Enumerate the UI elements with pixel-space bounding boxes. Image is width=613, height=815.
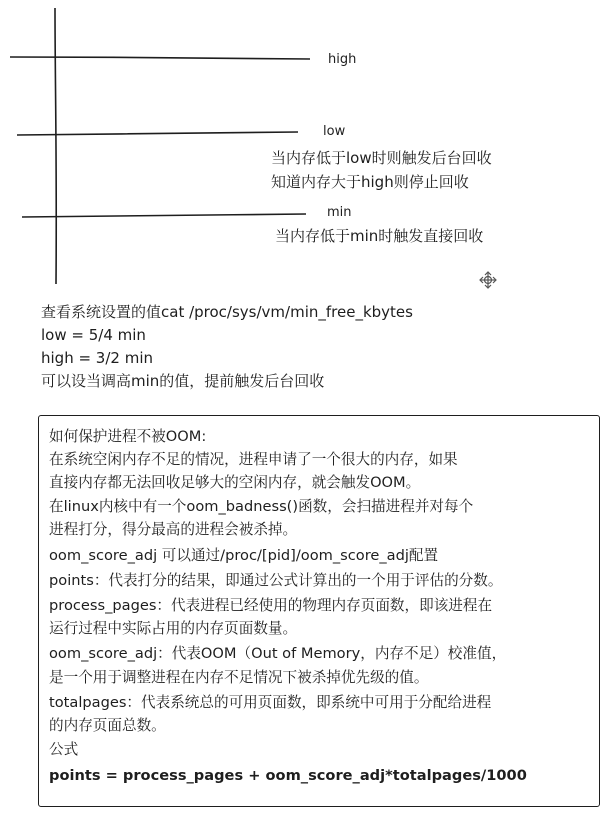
points-definition: points：代表打分的结果，即通过公式计算出的一个用于评估的分数。 — [49, 572, 503, 589]
oom-box-line: 在linux内核中有一个oom_badness()函数，会扫描进程并对每个 — [49, 498, 474, 515]
vertical-axis-line — [55, 8, 56, 284]
points-formula: points = process_pages + oom_score_adj*totalpages/1000 — [49, 767, 527, 784]
raise-min-note: 可以设当调高min的值，提前触发后台回收 — [41, 372, 325, 390]
low-threshold-line — [17, 132, 298, 135]
high-label: high — [328, 52, 357, 67]
oom-explanation-box — [38, 415, 600, 807]
formula-heading: 公式 — [49, 741, 79, 758]
oom-score-adj-config-line: oom_score_adj 可以通过/proc/[pid]/oom_score_adj配置 — [49, 547, 439, 564]
move-cursor-icon[interactable] — [478, 270, 498, 290]
low-description-line-2: 知道内存大于high则停止回收 — [271, 173, 469, 191]
min-label: min — [327, 205, 352, 220]
low-formula: low = 5/4 min — [41, 326, 146, 344]
oom-box-heading: 如何保护进程不被OOM: — [49, 428, 207, 445]
process-pages-definition: process_pages：代表进程已经使用的物理内存页面数，即该进程在 — [49, 597, 493, 614]
high-formula: high = 3/2 min — [41, 349, 154, 367]
oom-box-line: 进程打分，得分最高的进程会被杀掉。 — [49, 521, 298, 538]
low-label: low — [323, 124, 346, 139]
oom-box-line: 是一个用于调整进程在内存不足情况下被杀掉优先级的值。 — [49, 669, 429, 686]
min-threshold-line — [22, 214, 306, 217]
oom-box-line: 直接内存都无法回收足够大的空闲内存，就会触发OOM。 — [49, 474, 421, 491]
totalpages-definition: totalpages：代表系统总的可用页面数，即系统中可用于分配给进程 — [49, 694, 492, 711]
low-description-line-1: 当内存低于low时则触发后台回收 — [271, 149, 492, 167]
oom-score-adj-definition: oom_score_adj：代表OOM（Out of Memory，内存不足）校准值， — [49, 645, 507, 662]
min-description: 当内存低于min时触发直接回收 — [275, 227, 484, 245]
min-free-kbytes-note: 查看系统设置的值cat /proc/sys/vm/min_free_kbytes — [41, 303, 413, 321]
oom-box-line: 运行过程中实际占用的内存页面数量。 — [49, 620, 298, 637]
oom-box-line: 在系统空闲内存不足的情况，进程申请了一个很大的内存，如果 — [49, 451, 458, 468]
oom-box-line: 的内存页面总数。 — [49, 717, 166, 734]
